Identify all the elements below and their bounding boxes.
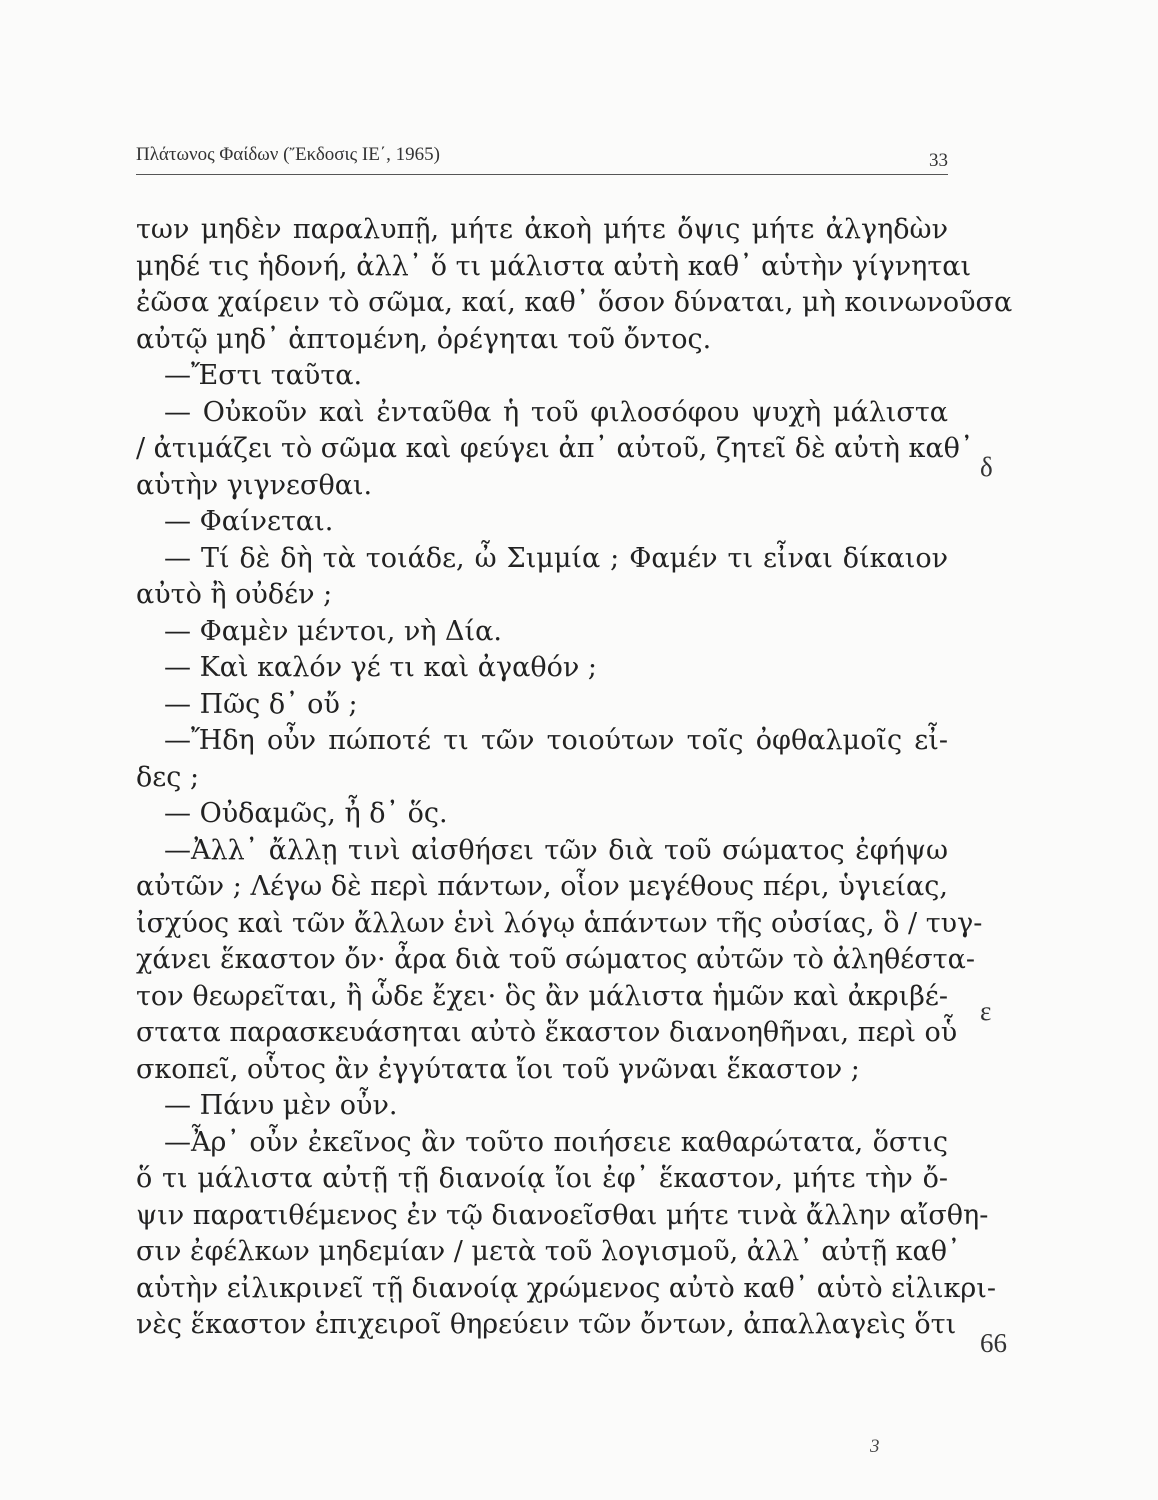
text-line: ἐῶσα χαίρειν τὸ σῶμα, καί, καθ᾽ ὅσον δύναται, μὴ κοινωνοῦσα	[136, 287, 1013, 318]
text-line: —Ἆρ᾽ οὖν ἐκεῖνος ἂν τοῦτο ποιήσειε καθαρώτατα, ὅστις	[164, 1126, 948, 1158]
text-line: αὐτὸ ἢ οὐδέν ;	[136, 579, 333, 610]
text-line: —Ἀλλ᾽ ἄλλῃ τινὶ αἰσθήσει τῶν διὰ τοῦ σώματος ἐφήψω	[164, 834, 948, 866]
text-line: των μηδὲν παραλυπῇ, μήτε ἀκοὴ μήτε ὄψις μήτε ἀλγηδὼν	[136, 214, 948, 245]
text-line: αὐτῶν ; Λέγω δὲ περὶ πάντων, οἷον μεγέθους πέρι, ὑγιείας,	[136, 871, 948, 902]
text-line: σκοπεῖ, οὗτος ἂν ἐγγύτατα ἴοι τοῦ γνῶναι ἕκαστον ;	[136, 1053, 860, 1085]
text-line: τον θεωρεῖται, ἢ ὧδε ἔχει· ὃς ἂν μάλιστα ἡμῶν καὶ ἀκριβέ-	[136, 980, 948, 1012]
text-line: —Ἤδη οὖν πώποτέ τι τῶν τοιούτων τοῖς ὀφθαλμοῖς εἶ-	[164, 725, 948, 756]
margin-note-66: 66	[980, 1328, 1007, 1358]
text-line: αὑτὴν εἰλικρινεῖ τῇ διανοίᾳ χρώμενος αὐτὸ καθ᾽ αὑτὸ εἰλικρι-	[136, 1272, 996, 1304]
text-line: μηδέ τις ἡδονή, ἀλλ᾽ ὅ τι μάλιστα αὐτὴ καθ᾽ αὑτὴν γίγνηται	[136, 250, 972, 282]
text-line: —Ἔστι ταῦτα.	[164, 360, 363, 391]
text-line: ψιν παρατιθέμενος ἐν τῷ διανοεῖσθαι μήτε τινὰ ἄλλην αἴσθη-	[136, 1199, 989, 1231]
text-line: σιν ἐφέλκων μηδεμίαν / μετὰ τοῦ λογισμοῦ, ἀλλ᾽ αὐτῇ καθ᾽	[136, 1236, 961, 1267]
text-line: — Πῶς δ᾽ οὔ ;	[164, 688, 358, 720]
margin-note-epsilon: ε	[980, 996, 992, 1026]
text-line: χάνει ἕκαστον ὄν· ἆρα διὰ τοῦ σώματος αὐτῶν τὸ ἀληθέστα-	[136, 944, 975, 975]
text-line: — Τί δὲ δὴ τὰ τοιάδε, ὦ Σιμμία ; Φαμέν τι εἶναι δίκαιον	[164, 542, 948, 574]
text-line: δες ;	[136, 761, 200, 793]
running-header	[136, 144, 948, 175]
text-line: νὲς ἕκαστον ἐπιχειροῖ θηρεύειν τῶν ὄντων, ἀπαλλαγεὶς ὅτι	[136, 1309, 957, 1340]
page-number: 33	[929, 150, 948, 171]
text-line: αὐτῷ μηδ᾽ ἁπτομένη, ὀρέγηται τοῦ ὄντος.	[136, 323, 712, 355]
text-line: — Φαίνεται.	[164, 506, 334, 537]
text-line: / ἀτιμάζει τὸ σῶμα καὶ φεύγει ἀπ᾽ αὐτοῦ, ζητεῖ δὲ αὐτὴ καθ᾽	[136, 433, 974, 464]
text-line: — Οὐδαμῶς, ἦ δ᾽ ὅς.	[164, 798, 448, 829]
text-line: — Πάνυ μὲν οὖν.	[164, 1090, 398, 1121]
text-line: — Καὶ καλόν γέ τι καὶ ἀγαθόν ;	[164, 652, 597, 683]
text-line: — Οὐκοῦν καὶ ἐνταῦθα ἡ τοῦ φιλοσόφου ψυχὴ μάλιστα	[164, 396, 948, 428]
text-line: — Φαμὲν μέντοι, νὴ Δία.	[164, 615, 502, 647]
text-line: ἰσχύος καὶ τῶν ἄλλων ἑνὶ λόγῳ ἁπάντων τῆς οὐσίας, ὃ / τυγ-	[136, 907, 983, 939]
text-line: στατα παρασκευάσηται αὐτὸ ἕκαστον διανοηθῆναι, περὶ οὗ	[136, 1017, 958, 1048]
header-title: Πλάτωνος Φαίδων (Ἔκδοσις ΙΕ΄, 1965)	[136, 144, 440, 165]
margin-note-delta: δ	[980, 452, 993, 482]
text-line: αὑτὴν γιγνεσθαι.	[136, 469, 373, 501]
signature-mark: 3	[870, 1436, 880, 1457]
text-line: ὅ τι μάλιστα αὐτῇ τῇ διανοίᾳ ἴοι ἐφ᾽ ἕκαστον, μήτε τὴν ὄ-	[136, 1163, 948, 1194]
